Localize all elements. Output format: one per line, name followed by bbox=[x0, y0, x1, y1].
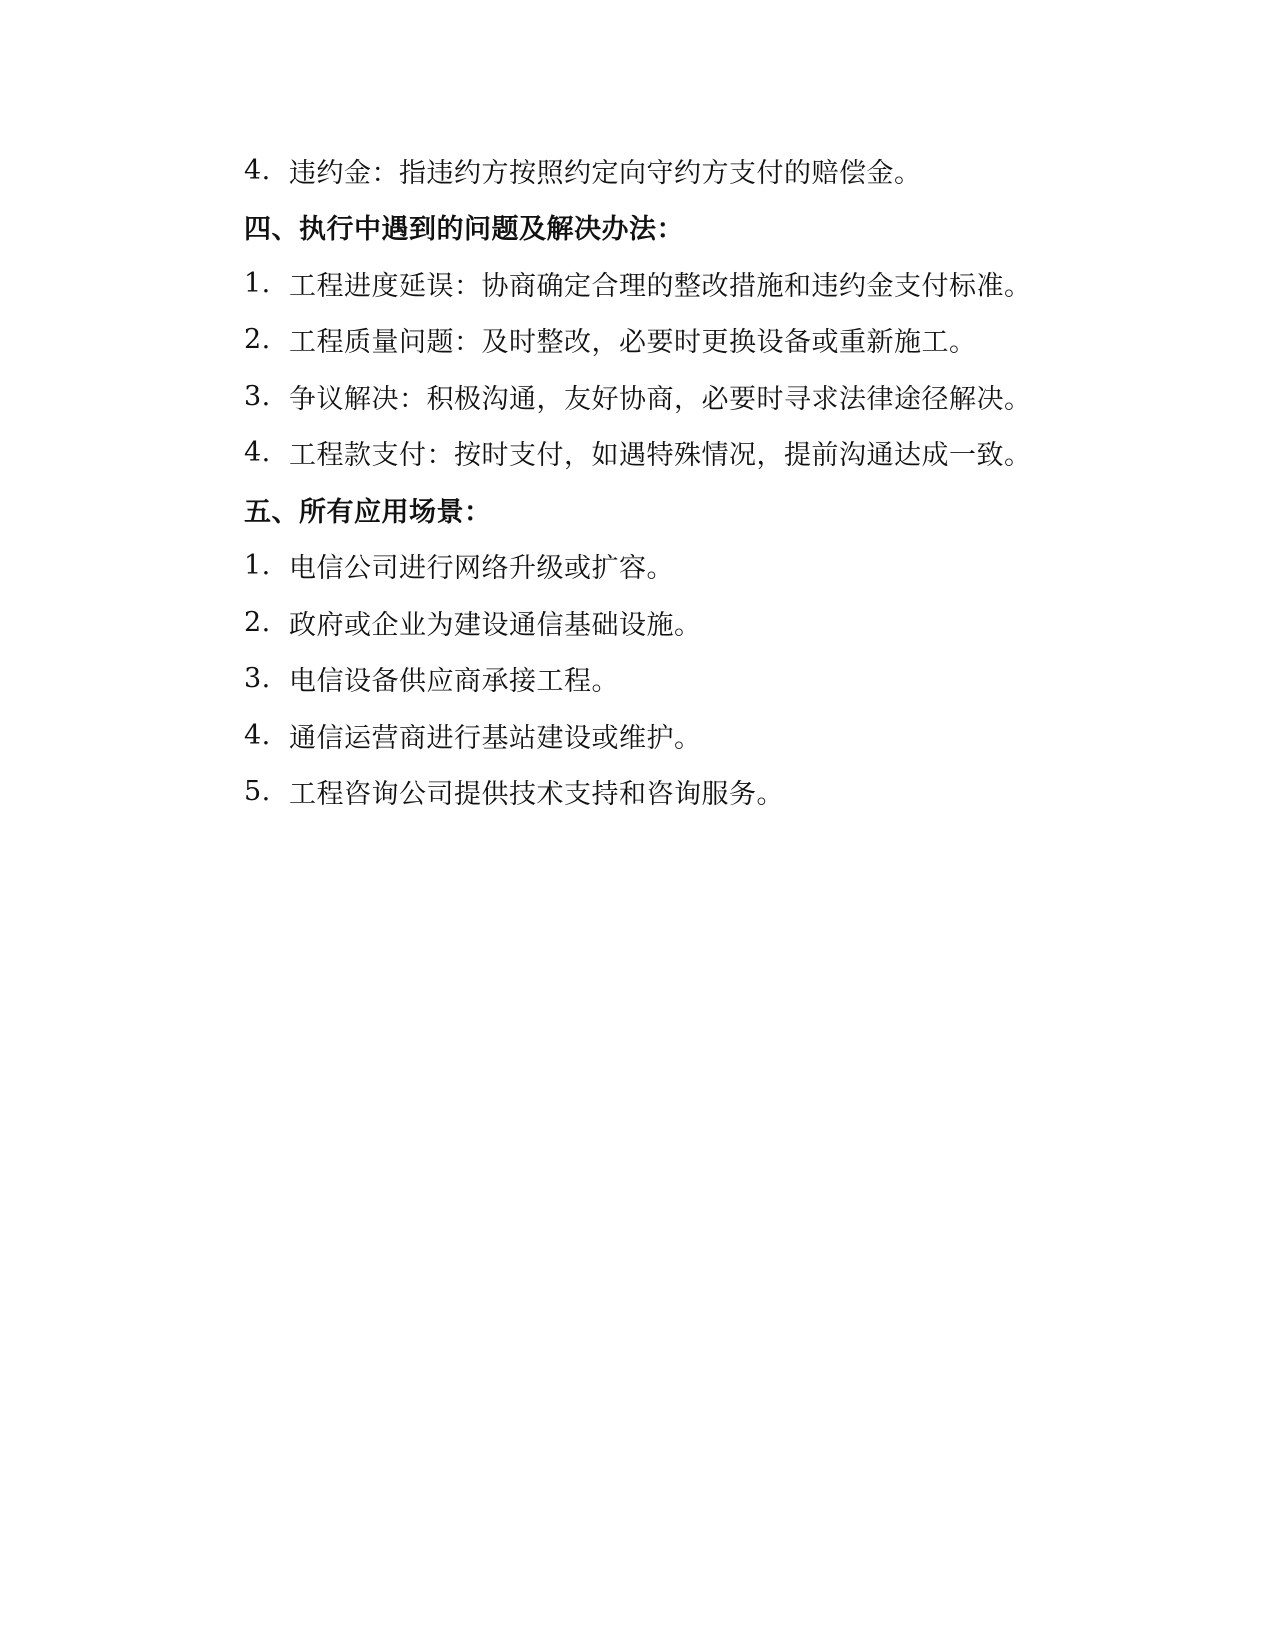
list-item-text: 工程质量问题：及时整改，必要时更换设备或重新施工。 bbox=[289, 327, 977, 359]
list-item-text: 电信公司进行网络升级或扩容。 bbox=[289, 553, 674, 585]
list-item-text: 争议解决：积极沟通，友好协商，必要时寻求法律途径解决。 bbox=[289, 383, 1032, 415]
list-item-text: 通信运营商进行基站建设或维护。 bbox=[289, 722, 702, 754]
list-item-penalty-definition bbox=[244, 142, 1124, 199]
list-item-number: 2. bbox=[244, 606, 271, 638]
list-item-number: 4. bbox=[244, 437, 271, 469]
list-item-consulting bbox=[244, 764, 1124, 821]
list-item-text: 违约金：指违约方按照约定向守约方支付的赔偿金。 bbox=[289, 157, 922, 189]
list-item-text: 政府或企业为建设通信基础设施。 bbox=[289, 609, 702, 641]
list-item-text: 电信设备供应商承接工程。 bbox=[289, 666, 619, 698]
list-item-schedule-delay bbox=[244, 255, 1124, 312]
list-item-payment bbox=[244, 425, 1124, 482]
document-body bbox=[244, 142, 1124, 820]
list-item-text: 工程咨询公司提供技术支持和咨询服务。 bbox=[289, 779, 784, 811]
list-item-number: 4. bbox=[244, 154, 271, 186]
list-item-dispute-resolution bbox=[244, 368, 1124, 425]
list-item-text: 工程款支付：按时支付，如遇特殊情况，提前沟通达成一致。 bbox=[289, 440, 1032, 472]
list-item-base-station bbox=[244, 707, 1124, 764]
list-item-equipment-supplier bbox=[244, 651, 1124, 708]
list-item-number: 1. bbox=[244, 550, 271, 582]
list-item-text: 工程进度延误：协商确定合理的整改措施和违约金支付标准。 bbox=[289, 270, 1032, 302]
list-item-number: 5. bbox=[244, 776, 271, 808]
list-item-number: 3. bbox=[244, 380, 271, 412]
section-heading-problems: 四、执行中遇到的问题及解决办法： bbox=[244, 214, 684, 246]
list-item-telecom-upgrade bbox=[244, 538, 1124, 595]
list-item-infrastructure bbox=[244, 594, 1124, 651]
list-item-number: 3. bbox=[244, 663, 271, 695]
list-item-quality-issue bbox=[244, 312, 1124, 369]
list-item-number: 4. bbox=[244, 719, 271, 751]
list-item-number: 1. bbox=[244, 267, 271, 299]
list-item-number: 2. bbox=[244, 324, 271, 356]
section-heading-scenarios: 五、所有应用场景： bbox=[244, 496, 492, 528]
